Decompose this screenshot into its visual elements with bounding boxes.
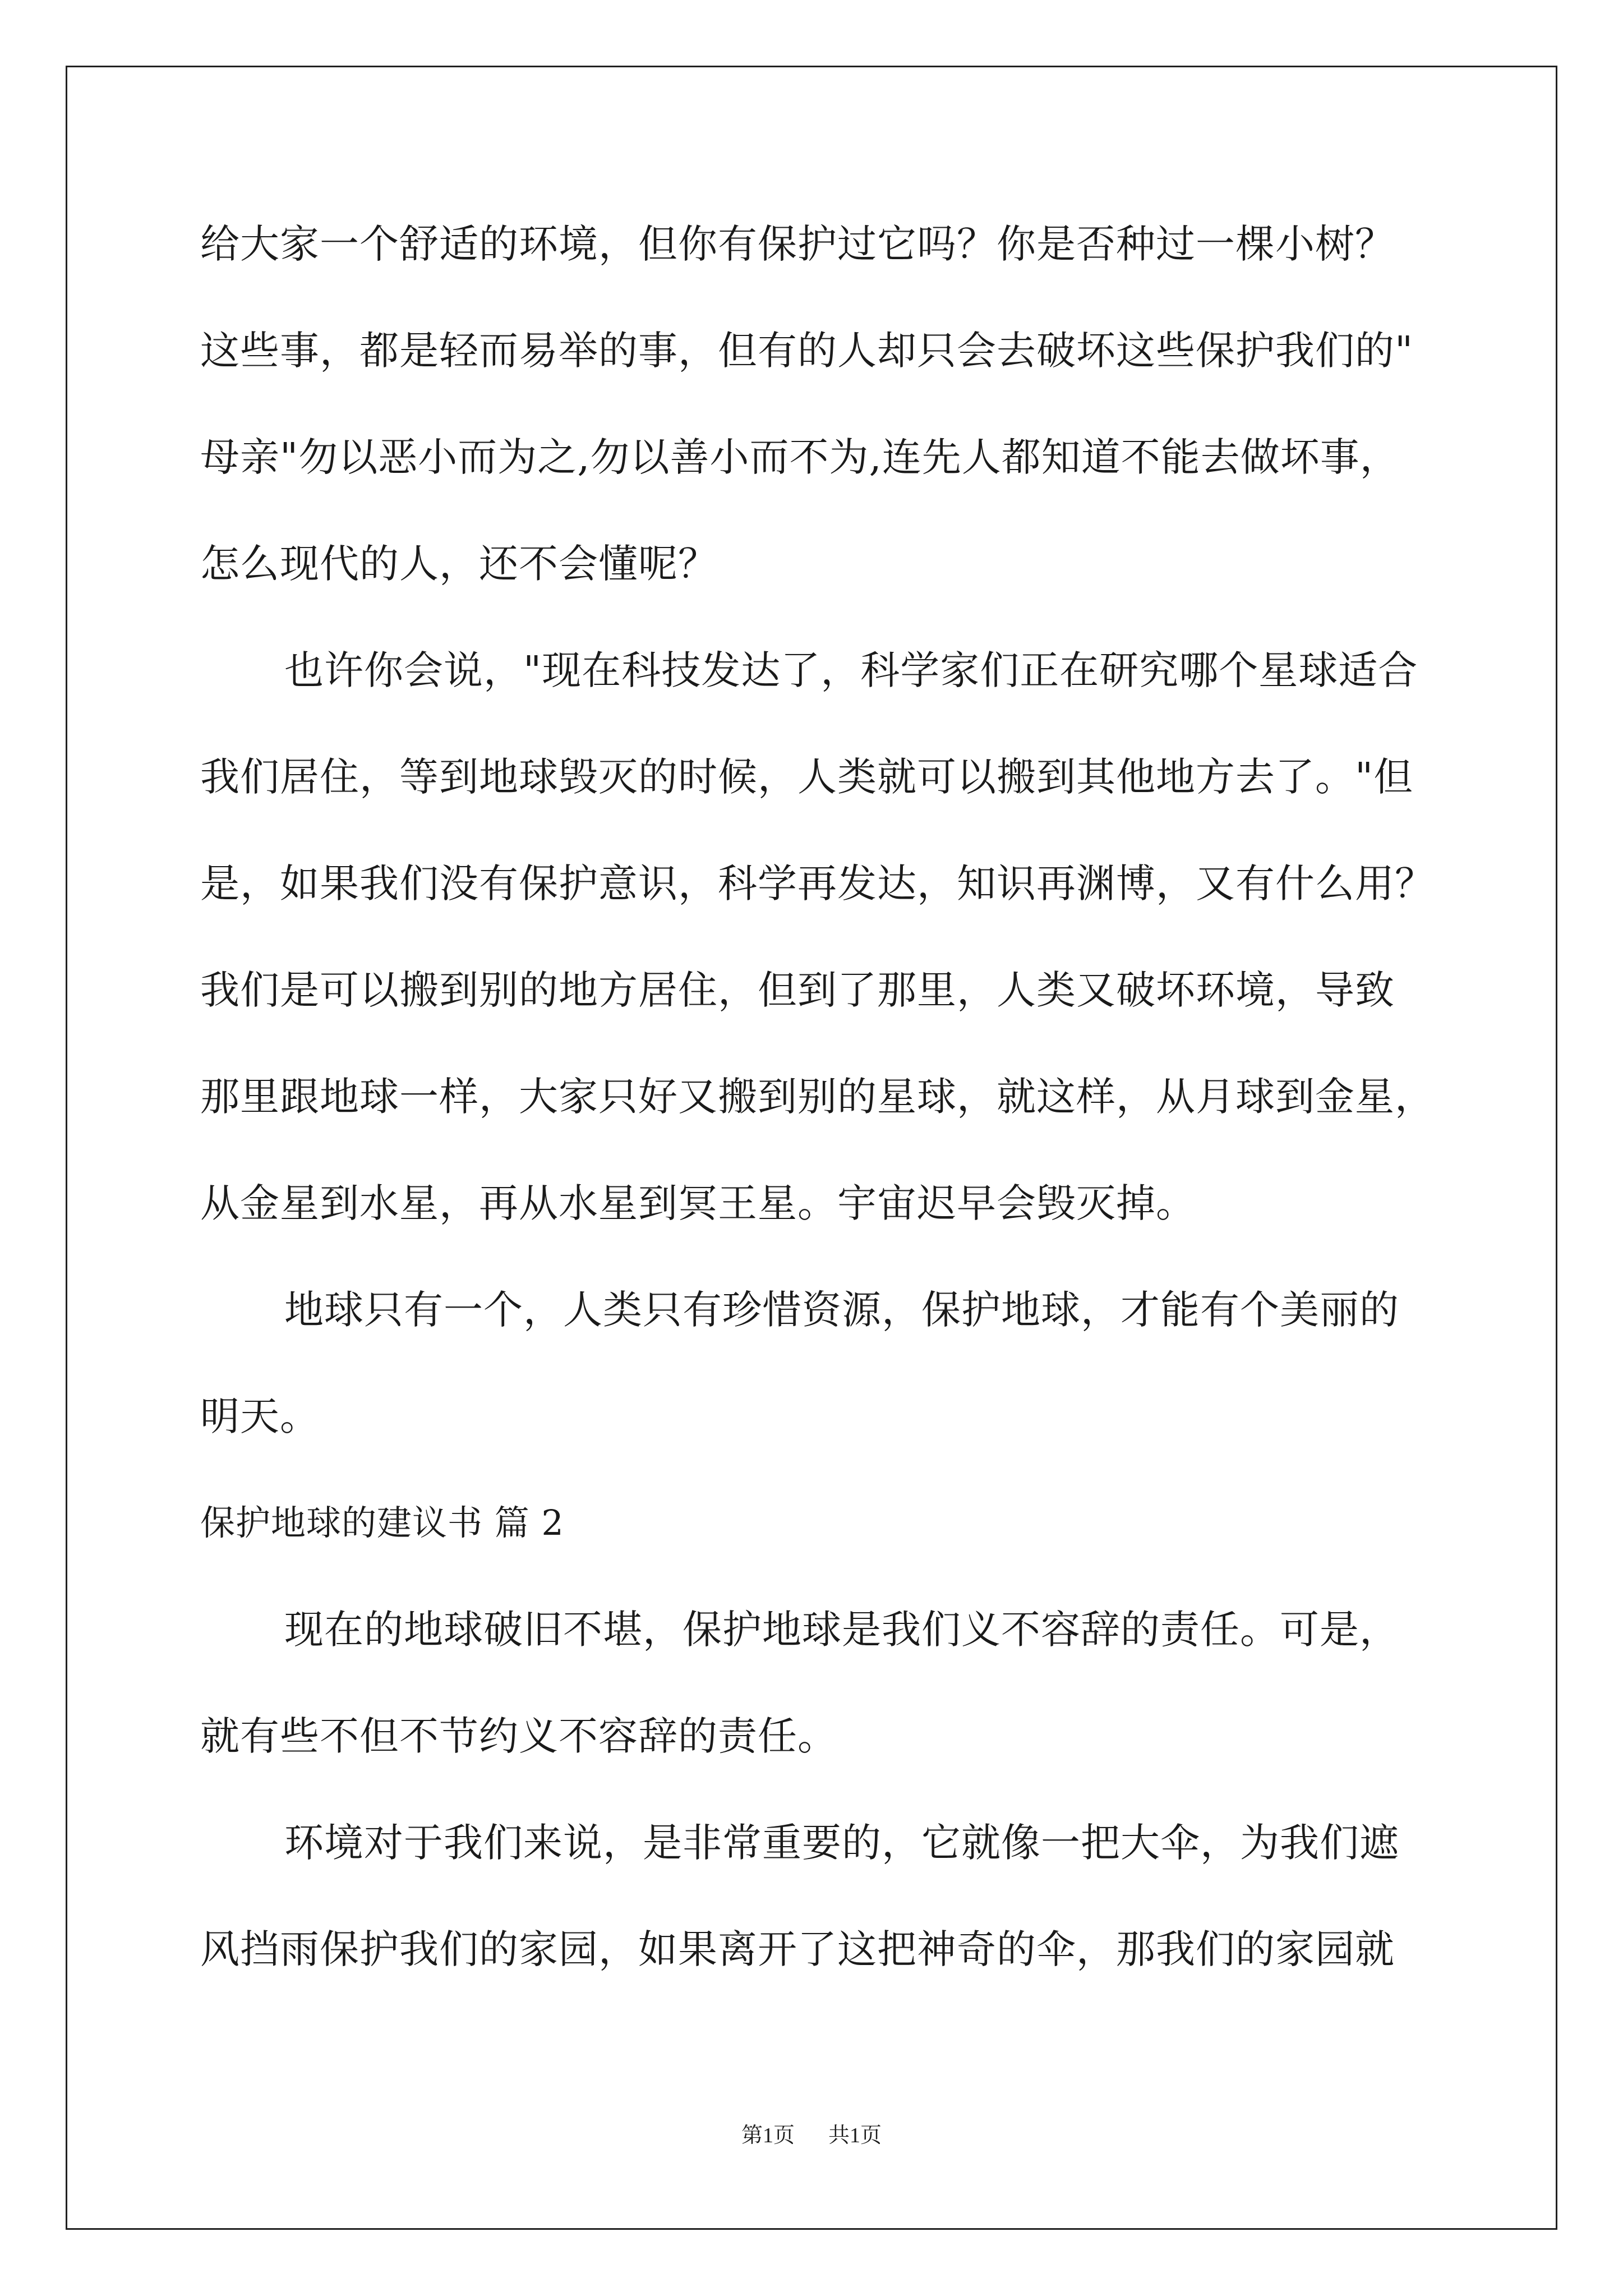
text-line: 母亲"勿以恶小而为之,勿以善小而不为,连先人都知道不能去做坏事，: [200, 434, 1400, 480]
text-line: 就有些不但不节约义不容辞的责任。: [200, 1713, 837, 1759]
page-number-total: 共1页: [828, 2124, 882, 2147]
page-number-current: 第1页: [741, 2124, 795, 2147]
text-line: 风挡雨保护我们的家园，如果离开了这把神奇的伞，那我们的家园就: [200, 1926, 1395, 1972]
document-body: [200, 216, 1434, 2028]
paragraph-first-line: 地球只有一个，人类只有珍惜资源，保护地球，才能有个美丽的: [284, 1287, 1399, 1333]
text-line: 那里跟地球一样，大家只好又搬到别的星球，就这样，从月球到金星，: [200, 1074, 1435, 1120]
page-footer: [0, 2118, 1623, 2148]
text-line: 我们居住，等到地球毁灭的时候，人类就可以搬到其他地方去了。"但: [200, 754, 1414, 800]
paragraph-first-line: 环境对于我们来说，是非常重要的，它就像一把大伞，为我们遮: [284, 1820, 1399, 1866]
text-line: 我们是可以搬到别的地方居住，但到了那里，人类又破坏环境，导致: [200, 967, 1395, 1013]
section-heading: 保护地球的建议书 篇 2: [200, 1502, 564, 1543]
text-line: 明天。: [200, 1393, 320, 1439]
text-line: 是，如果我们没有保护意识，科学再发达，知识再渊博，又有什么用？: [200, 861, 1435, 907]
paragraph-first-line: 现在的地球破旧不堪，保护地球是我们义不容辞的责任。可是，: [284, 1607, 1399, 1653]
text-line: 从金星到水星，再从水星到冥王星。宇宙迟早会毁灭掉。: [200, 1180, 1196, 1226]
text-line: 怎么现代的人，还不会懂呢？: [200, 541, 718, 587]
paragraph-first-line: 也许你会说，"现在科技发达了，科学家们正在研究哪个星球适合: [284, 647, 1418, 693]
text-line: 给大家一个舒适的环境，但你有保护过它吗？你是否种过一棵小树？: [200, 221, 1395, 267]
text-line: 这些事，都是轻而易举的事，但有的人却只会去破坏这些保护我们的": [200, 328, 1414, 374]
